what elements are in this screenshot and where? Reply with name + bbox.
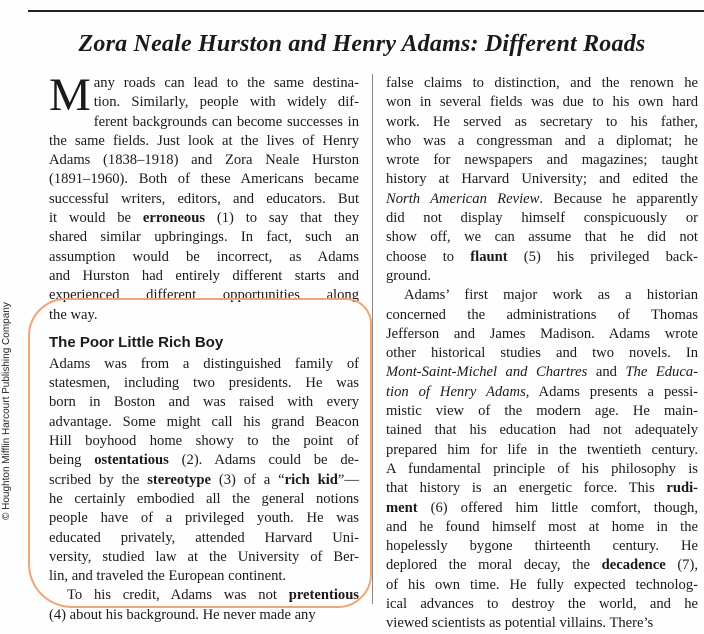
subheading: The Poor Little Rich Boy xyxy=(49,333,224,351)
text-line: other historical studies and two novels. In xyxy=(386,345,698,362)
text-line: To his credit, Adams was not pretentious xyxy=(67,587,359,604)
text-line: Jefferson and James Madison. Adams wrote xyxy=(386,325,698,342)
article-title: Zora Neale Hurston and Henry Adams: Different Roads xyxy=(78,31,646,57)
text-line: mistic view of the modern age. He main- xyxy=(386,403,698,420)
text-line: history at Harvard University; and edited the xyxy=(386,171,698,188)
text-line: show off, we can assume that he did not xyxy=(386,229,698,246)
text-line: deplored the moral decay, the decadence (7), xyxy=(386,557,698,574)
text-line: (1891–1960). Both of these Americans became xyxy=(49,171,359,188)
text-line: shared similar upbringings. In fact, such an xyxy=(49,229,359,246)
italic-title: Mont-Saint-Michel and Chartres xyxy=(386,364,588,381)
right-column xyxy=(386,74,698,634)
top-rule xyxy=(28,10,704,12)
text-line: any roads can lead to the same destina- xyxy=(93,75,359,91)
vocab-word: pretentious xyxy=(288,587,359,604)
text-line: the same fields. Just look at the lives of Henry xyxy=(49,132,359,149)
vocab-word: ment xyxy=(386,499,418,516)
vocab-word: rudi- xyxy=(666,480,698,497)
text-line: people have of a privileged youth. He was xyxy=(49,510,359,527)
vocab-word: stereotype xyxy=(147,471,211,488)
text-line: it would be erroneous (1) to say that they xyxy=(49,210,359,227)
text-line: (4) about his background. He never made any xyxy=(49,606,316,623)
text-line: statesmen, including two presidents. He was xyxy=(49,375,359,392)
text-line: concerned the administrations of Thomas xyxy=(386,306,698,323)
paragraph-3 xyxy=(49,586,359,625)
right-paragraph-2 xyxy=(386,286,698,633)
text-line: wrote for newspapers and magazines; taught xyxy=(386,152,698,169)
copyright-notice: © Houghton Mifflin Harcourt Publishing Company xyxy=(1,302,12,520)
text-line: lin, and traveled the European continent. xyxy=(49,568,287,585)
text-line: choose to flaunt (5) his privileged back- xyxy=(386,248,698,265)
intro-lines xyxy=(49,69,359,325)
text-line: ground. xyxy=(386,267,431,284)
text-line: that history is an energetic force. This rudi- xyxy=(386,480,698,497)
text-line: of his own time. He fully expected technolog- xyxy=(386,576,698,593)
text-line: Adams’ first major work as a historian xyxy=(404,287,698,304)
paragraph-2 xyxy=(49,355,359,587)
text-line: educated privately, attended Harvard Uni- xyxy=(49,529,359,546)
vocab-word: decadence xyxy=(601,557,666,574)
text-line: versity, studied law at the University of Ber- xyxy=(49,548,359,565)
italic-title: The Educa- xyxy=(625,364,698,381)
text-line: North American Review. Because he apparently xyxy=(386,190,699,207)
vocab-word: flaunt xyxy=(470,248,508,265)
text-line: Hill boyhood home showy to the point of xyxy=(49,433,359,450)
text-line: prepared him for life in the twentieth century. xyxy=(386,441,698,458)
text-line: tained that his education had not adequately xyxy=(386,422,698,439)
text-line: he certainly embodied all the general notions xyxy=(49,490,359,507)
column-divider xyxy=(372,74,373,604)
left-column xyxy=(49,69,359,625)
text-line: assumption would be incorrect, as Adams xyxy=(49,248,359,265)
intro-paragraph xyxy=(49,69,359,325)
text-line: experienced different opportunities along xyxy=(49,287,359,304)
italic-title: tion of Henry Adams xyxy=(386,383,526,400)
text-line: tion of Henry Adams, Adams presents a pessi- xyxy=(386,383,698,400)
text-line: Adams (1838–1918) and Zora Neale Hurston xyxy=(49,152,359,169)
right-paragraph-1 xyxy=(386,74,698,286)
vocab-word: erroneous xyxy=(142,210,206,227)
drop-cap: M xyxy=(49,69,91,121)
text-line: ical advances to destroy the world, and he xyxy=(386,596,698,613)
text-line: being ostentatious (2). Adams could be de- xyxy=(49,452,359,469)
italic-title: North American Review xyxy=(386,190,540,207)
text-line: who was a congressman and a diplomat; he xyxy=(386,132,698,149)
text-line: work. He served as secretary to his father, xyxy=(386,113,698,130)
text-line: hopelessly bygone thirteenth century. He xyxy=(386,538,698,555)
text-line: ment (6) offered him little comfort, though, xyxy=(386,499,698,516)
text-line: born in Boston and was raised with every xyxy=(49,394,359,411)
text-line: tion. Similarly, people with widely dif- xyxy=(93,94,359,111)
text-line: Adams was from a distinguished family of xyxy=(49,355,359,372)
text-line: Mont-Saint-Michel and Chartres and The Educa- xyxy=(386,364,698,381)
text-line: viewed scientists as potential villains. There’s xyxy=(386,615,654,632)
text-line: successful writers, editors, and educators. But xyxy=(49,190,359,207)
text-line: A fundamental principle of his philosophy is xyxy=(386,460,698,477)
text-line: scribed by the stereotype (3) of a “rich kid”— xyxy=(49,471,359,488)
text-line: did not display himself conspicuously or xyxy=(386,210,698,227)
vocab-word: rich kid xyxy=(284,471,338,488)
text-line: false claims to distinction, and the renown he xyxy=(386,75,698,91)
text-line: ferent backgrounds can become successes in xyxy=(93,113,359,130)
text-line: and Hurston had entirely different starts and xyxy=(49,267,359,284)
vocab-word: ostentatious xyxy=(94,452,169,469)
text-line: won in several fields was due to his own hard xyxy=(386,94,698,111)
text-line: and he found himself most at home in the xyxy=(386,518,698,535)
text-line: advantage. Some might call his grand Beacon xyxy=(49,413,359,430)
text-line: the way. xyxy=(49,306,98,323)
